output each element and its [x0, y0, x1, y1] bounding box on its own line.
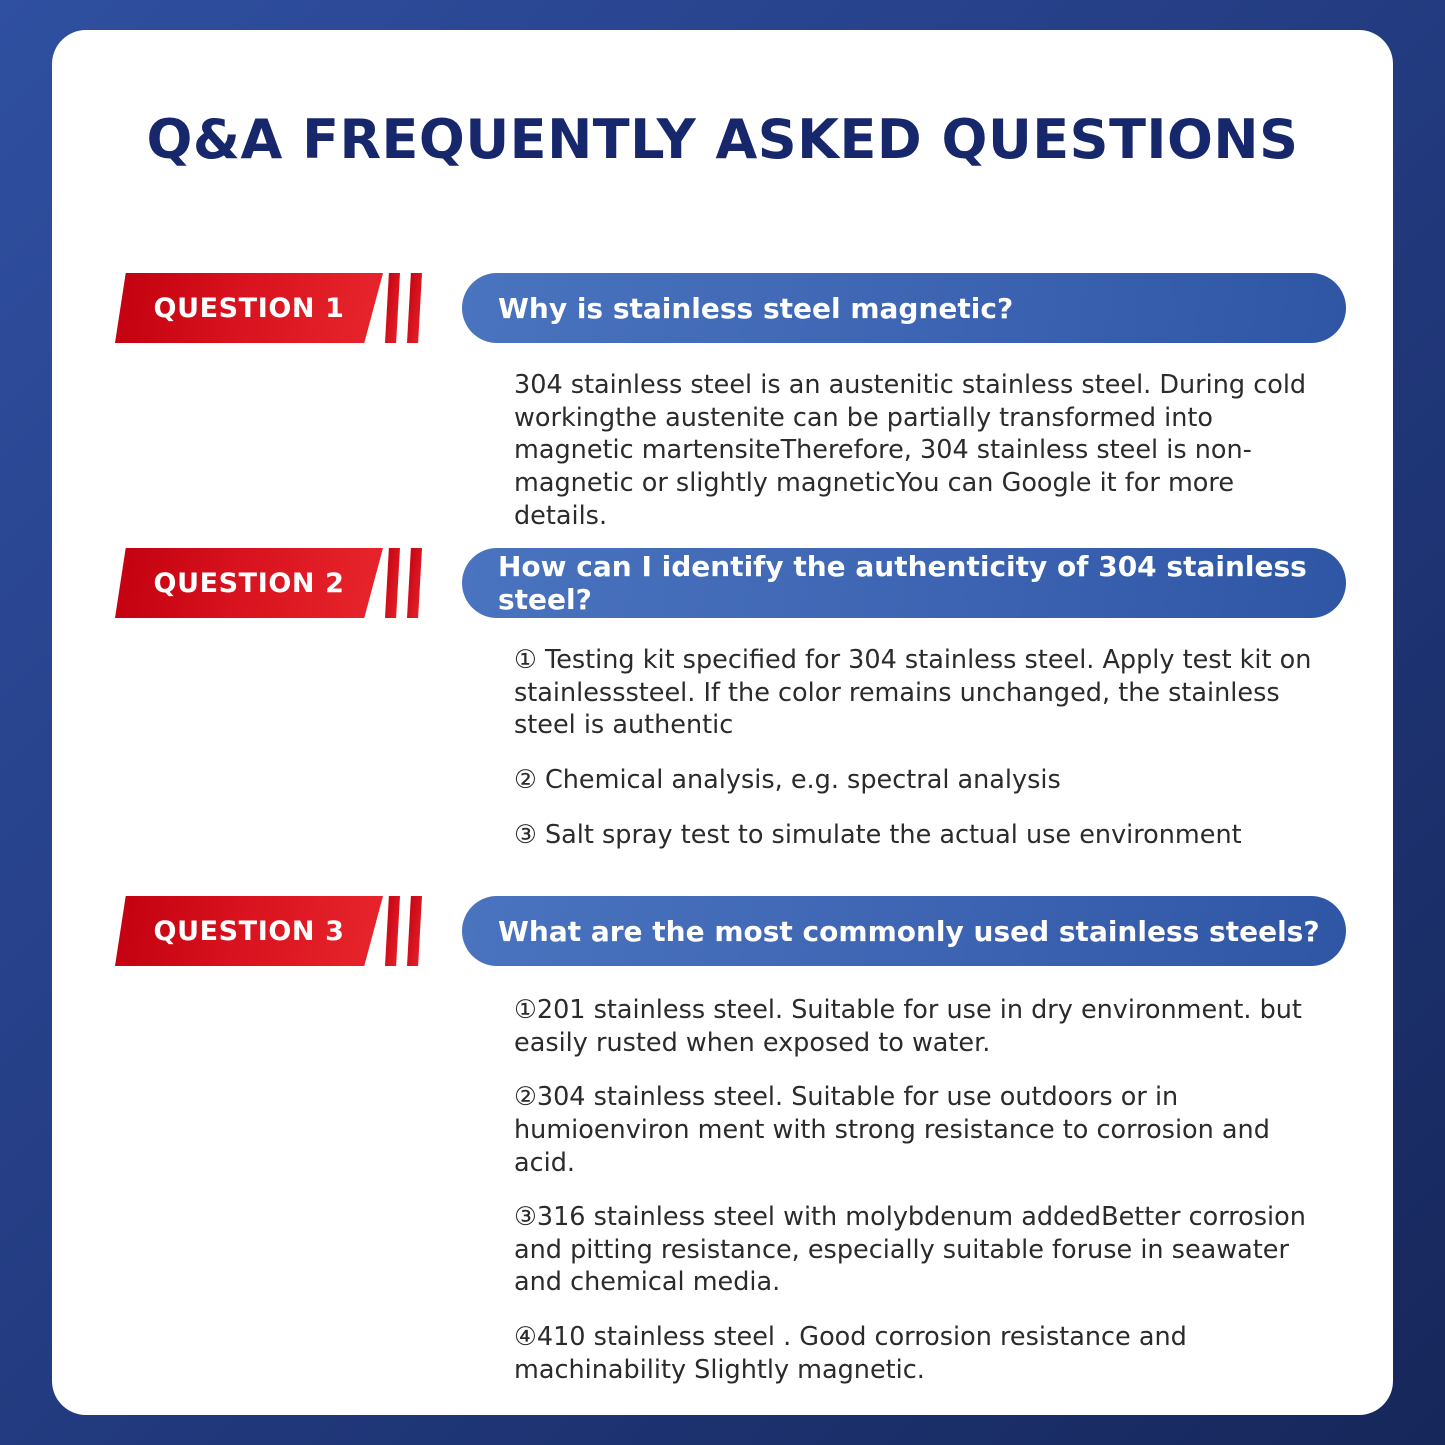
question-text-2: How can I identify the authenticity of 304 stainless steel?: [498, 550, 1307, 616]
question-tag-label-1: QUESTION 1: [153, 292, 345, 324]
page-title: Q&A FREQUENTLY ASKED QUESTIONS: [146, 108, 1299, 171]
question-bar-3[interactable]: [462, 896, 1346, 966]
faq-header-1: [52, 273, 1393, 349]
answer-block-3: [514, 994, 1323, 1386]
answer-paragraph: ④410 stainless steel . Good corrosion resistance and machinability Slightly magnetic.: [514, 1322, 1187, 1385]
question-tag-1: [115, 273, 425, 343]
question-tag-2: [115, 548, 425, 618]
tag-slash-icon-1b: [407, 273, 422, 343]
answer-paragraph: ②304 stainless steel. Suitable for use outdoors or in humioenviron ment with strong resistance to corrosion and acid.: [514, 1082, 1270, 1178]
question-bar-1[interactable]: [462, 273, 1346, 343]
faq-header-2: [52, 548, 1393, 624]
answer-paragraph: ② Chemical analysis, e.g. spectral analysis: [514, 764, 1061, 795]
answer-paragraph: ③ Salt spray test to simulate the actual use environment: [514, 819, 1242, 850]
tag-slash-icon-3b: [407, 896, 422, 966]
answer-block-1: [514, 369, 1323, 532]
faq-item-2: [52, 548, 1393, 850]
tag-slash-icon-2b: [407, 548, 422, 618]
tag-slash-icon-3a: [385, 896, 400, 966]
answer-paragraph: ③316 stainless steel with molybdenum addedBetter corrosion and pitting resistance, especially suitable foruse in seawater and chemical media.: [514, 1202, 1306, 1298]
answer-block-2: [514, 644, 1323, 851]
question-tag-label-2: QUESTION 2: [153, 567, 345, 599]
faq-card: [52, 30, 1393, 1415]
answer-paragraph: ①201 stainless steel. Suitable for use in dry environment. but easily rusted when exposed to water.: [514, 995, 1302, 1058]
question-tag-label-3: QUESTION 3: [153, 915, 345, 947]
faq-item-3: [52, 896, 1393, 1385]
faq-item-1: [52, 273, 1393, 531]
answer-paragraph: 304 stainless steel is an austenitic stainless steel. During cold workingthe austenite can be partially transformed into magnetic martensiteTherefore, 304 stainless steel is non-magnetic or slightly magneticYou can Google it for more details.: [514, 370, 1307, 531]
question-text-3: What are the most commonly used stainless steels?: [498, 914, 1320, 948]
question-bar-2[interactable]: [462, 548, 1346, 618]
question-text-1: Why is stainless steel magnetic?: [498, 291, 1014, 325]
question-tag-3: [115, 896, 425, 966]
answer-paragraph: ① Testing kit specified for 304 stainless steel. Apply test kit on stainlesssteel. If the color remains unchanged, the stainless steel is authentic: [514, 645, 1312, 741]
tag-slash-icon-2a: [385, 548, 400, 618]
tag-slash-icon-1a: [385, 273, 400, 343]
faq-header-3: [52, 896, 1393, 972]
